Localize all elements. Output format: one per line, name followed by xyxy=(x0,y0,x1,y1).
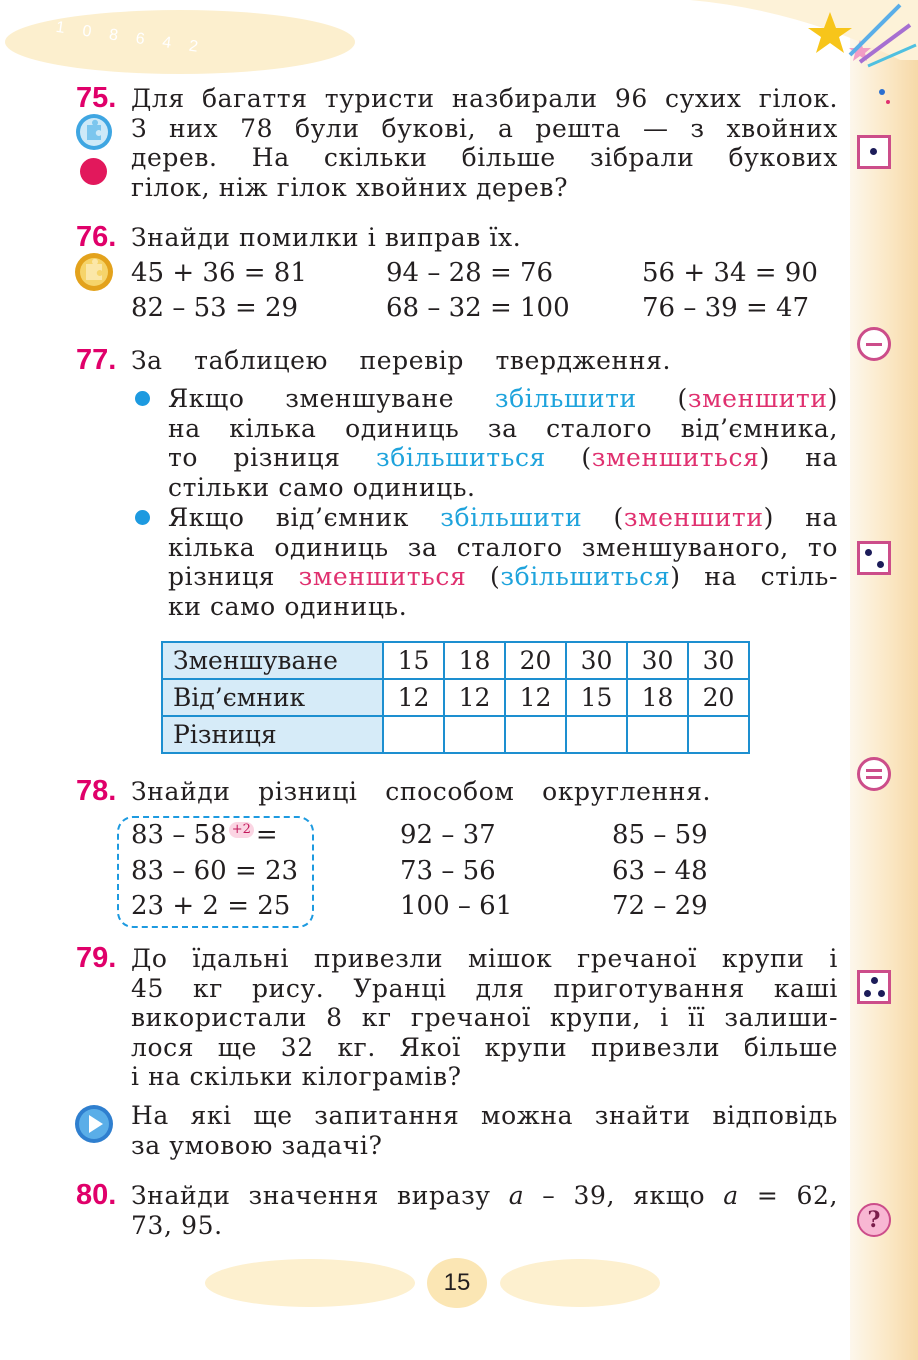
equation: 76 – 39 = 47 xyxy=(642,293,810,323)
table-row xyxy=(162,716,749,753)
equation: 45 + 36 = 81 xyxy=(131,258,307,288)
table-cell: 12 xyxy=(505,679,566,716)
margin-square-one-dot-icon xyxy=(857,135,891,169)
difference-table xyxy=(161,641,750,754)
task-79-number: 79. xyxy=(76,942,117,974)
task-80-number: 80. xyxy=(76,1179,117,1211)
task-77-number: 77. xyxy=(76,344,117,376)
empty-answer-cell[interactable] xyxy=(566,716,627,753)
task-80-text: Знайди значення виразу a – 39, якщо a = 62, 73, 95. xyxy=(131,1181,839,1240)
task-77-text: За таблицею перевір твердження. xyxy=(131,346,671,375)
task-75-number: 75. xyxy=(76,82,117,114)
table-cell: 18 xyxy=(444,642,505,679)
expression: 72 – 29 xyxy=(612,891,708,921)
empty-answer-cell[interactable] xyxy=(505,716,566,753)
expression: 85 – 59 xyxy=(612,820,708,850)
puzzle-gold-icon xyxy=(74,252,114,292)
play-icon xyxy=(73,1103,115,1145)
empty-answer-cell[interactable] xyxy=(688,716,749,753)
row-label: Різниця xyxy=(162,716,383,753)
header-deco-numbers: 108642 xyxy=(54,18,217,59)
bullet-icon xyxy=(135,391,150,406)
table-cell: 30 xyxy=(627,642,688,679)
puzzle-blue-icon xyxy=(75,113,113,151)
red-dot-icon xyxy=(80,158,107,185)
rounding-hint: +2 xyxy=(229,822,254,838)
table-cell: 30 xyxy=(566,642,627,679)
margin-square-two-dots-icon xyxy=(857,541,891,575)
equation: 68 – 32 = 100 xyxy=(386,293,570,323)
table-cell: 15 xyxy=(566,679,627,716)
task-75-text: Для багаття туристи назбирали 96 сухих гілок. З них 78 були букові, а решта — з хвойних дерев. На скільки більше зібрали букових гілок, ніж гілок хвойних дерев? xyxy=(131,84,838,202)
table-cell: 20 xyxy=(505,642,566,679)
statement-1: Якщо зменшуване збільшити (зменшити) на кілька одиниць за сталого від’ємника, то різниця збільшиться (зменшиться) на стільки само одиниць. xyxy=(168,384,839,502)
example-line-2: 83 – 60 = 23 xyxy=(131,856,299,886)
margin-equals-circle-icon xyxy=(857,757,891,791)
expression: 92 – 37 xyxy=(400,820,496,850)
margin-square-three-dots-icon xyxy=(857,970,891,1004)
statement-2: Якщо від’ємник збільшити (зменшити) на кілька одиниць за сталого зменшуваного, то різниця зменшиться (збільшиться) на стіль- ки само одиниць. xyxy=(168,503,838,621)
empty-answer-cell[interactable] xyxy=(627,716,688,753)
table-cell: 12 xyxy=(444,679,505,716)
equation: 82 – 53 = 29 xyxy=(131,293,299,323)
task-76-number: 76. xyxy=(76,221,117,253)
question-icon: ? xyxy=(857,1203,891,1237)
task-79-extra-question: На які ще запитання можна знайти відповідь за умовою задачі? xyxy=(131,1101,838,1160)
table-cell: 18 xyxy=(627,679,688,716)
row-label: Зменшуване xyxy=(162,642,383,679)
task-76-text: Знайди помилки і виправ їх. xyxy=(131,223,522,252)
table-cell: 30 xyxy=(688,642,749,679)
expression: 63 – 48 xyxy=(612,856,708,886)
page-number: 15 xyxy=(427,1258,487,1308)
page-margin xyxy=(850,0,918,1360)
table-cell: 20 xyxy=(688,679,749,716)
table-cell: 12 xyxy=(383,679,444,716)
equation: 94 – 28 = 76 xyxy=(386,258,554,288)
margin-minus-circle-icon xyxy=(857,327,891,361)
task-78-number: 78. xyxy=(76,775,117,807)
bullet-icon xyxy=(135,510,150,525)
table-row xyxy=(162,679,749,716)
expression: 73 – 56 xyxy=(400,856,496,886)
expression: 100 – 61 xyxy=(400,891,513,921)
empty-answer-cell[interactable] xyxy=(444,716,505,753)
task-78-text: Знайди різниці способом округлення. xyxy=(131,777,711,806)
equation: 56 + 34 = 90 xyxy=(642,258,818,288)
table-row xyxy=(162,642,749,679)
row-label: Від’ємник xyxy=(162,679,383,716)
empty-answer-cell[interactable] xyxy=(383,716,444,753)
example-line-1: 83 – 58 +2 = xyxy=(131,820,278,850)
table-cell: 15 xyxy=(383,642,444,679)
task-79-text: До їдальні привезли мішок гречаної крупи і 45 кг рису. Уранці для приготування каші використали 8 кг гречаної крупи, і її залиши- лося ще 32 кг. Якої крупи привезли більше і на скільки кілограмів? xyxy=(131,944,838,1091)
example-line-3: 23 + 2 = 25 xyxy=(131,891,291,921)
